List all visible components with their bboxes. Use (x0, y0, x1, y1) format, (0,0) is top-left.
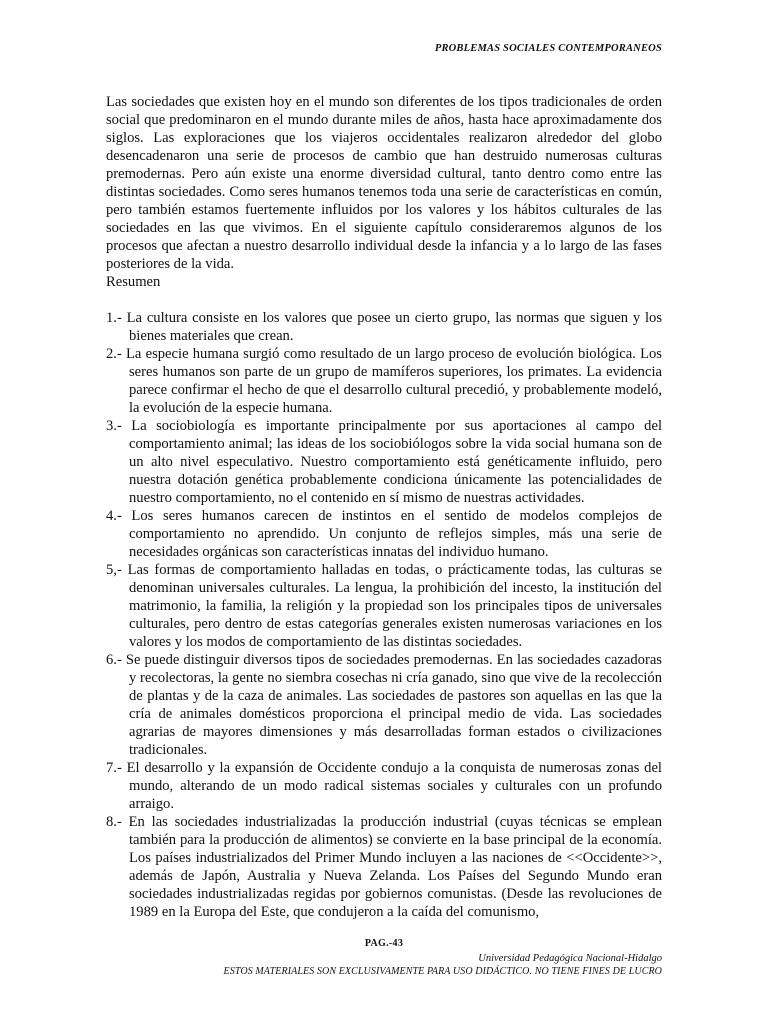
summary-item-2: 2.- La especie humana surgió como resultado de un largo proceso de evolución biológica. Los seres humanos son parte de un grupo de mamíferos superiores, los primates. La evidencia parece confirmar el hecho de que el desarrollo cultural precedió, y probablemente modeló, la evolución de la especie humana. (106, 346, 662, 416)
summary-item-1: 1.- La cultura consiste en los valores que posee un cierto grupo, las normas que siguen y los bienes materiales que crean. (106, 310, 662, 344)
summary-list (106, 309, 662, 921)
summary-item-6: 6.- Se puede distinguir diversos tipos de sociedades premodernas. En las sociedades cazadoras y recolectoras, la gente no siembra cosechas ni cría ganado, sino que vive de la recolección de plantas y de la caza de animales. Las sociedades de pastores son aquellas en las que la cría de animales domésticos proporciona el principal medio de vida. Las sociedades agrarias de mayores dimensiones y más desarrolladas forman estados o civilizaciones tradicionales. (106, 652, 662, 758)
summary-heading: Resumen (106, 274, 161, 290)
summary-item-8: 8.- En las sociedades industrializadas la producción industrial (cuyas técnicas se emplean también para la producción de alimentos) se convierte en la base principal de la economía. Los países industrializados del Primer Mundo incluyen a las naciones de <<Occidente>>, además de Japón, Australia y Nueva Zelanda. Los Países del Segundo Mundo eran sociedades industrializadas regidas por gobiernos comunistas. (Desde las revoluciones de 1989 en la Europa del Este, que condujeron a la caída del comunismo, (106, 814, 662, 920)
body-text (106, 93, 662, 921)
summary-item-5: 5,- Las formas de comportamiento halladas en todas, o prácticamente todas, las culturas se denominan universales culturales. La lengua, la prohibición del incesto, la institución del matrimonio, la familia, la religión y la propiedad son los principales tipos de universales culturales, pero dentro de estas categorías generales existen numerosas variaciones en los valores y los modos de comportamiento de las distintas sociedades. (106, 562, 662, 650)
running-header-title: PROBLEMAS SOCIALES CONTEMPORANEOS (434, 43, 662, 54)
summary-item-4: 4.- Los seres humanos carecen de instintos en el sentido de modelos complejos de comportamiento no aprendido. Un conjunto de reflejos simples, más una serie de necesidades orgánicas son características innatas del individuo humano. (106, 508, 662, 560)
footer-disclaimer: ESTOS MATERIALES SON EXCLUSIVAMENTE PARA USO DIDÁCTICO. NO TIENE FINES DE LUCRO (223, 966, 662, 977)
summary-item-3: 3.- La sociobiología es importante principalmente por sus aportaciones al campo del comportamiento animal; las ideas de los sociobiólogos sobre la vida social humana son de un alto nivel especulativo. Nuestro comportamiento está genéticamente influido, pero nuestra dotación genética probablemente condiciona únicamente las potencialidades de nuestro comportamiento, no el contenido en sí mismo de nuestras actividades. (106, 418, 662, 506)
summary-item-7: 7.- El desarrollo y la expansión de Occidente condujo a la conquista de numerosas zonas del mundo, alterando de un modo radical sistemas sociales y culturales con un profundo arraigo. (106, 760, 662, 812)
intro-paragraph: Las sociedades que existen hoy en el mundo son diferentes de los tipos tradicionales de orden social que predominaron en el mundo durante miles de años, hasta hace aproximadamente dos siglos. Las exploraciones que los viajeros occidentales realizaron alrededor del globo desencadenaron una serie de procesos de cambio que han destruido numerosas culturas premodernas. Pero aún existe una enorme diversidad cultural, tanto dentro como entre las distintas sociedades. Como seres humanos tenemos toda una serie de características en común, pero también estamos fuertemente influidos por los valores y los hábitos culturales de las sociedades en las que vivimos. En el siguiente capítulo consideraremos algunos de los procesos que afectan a nuestro desarrollo individual desde la infancia y a lo largo de las fases posteriores de la vida. (106, 94, 662, 272)
page-number: PAG.-43 (364, 938, 404, 949)
footer-institution: Universidad Pedagógica Nacional-Hidalgo (478, 953, 662, 964)
